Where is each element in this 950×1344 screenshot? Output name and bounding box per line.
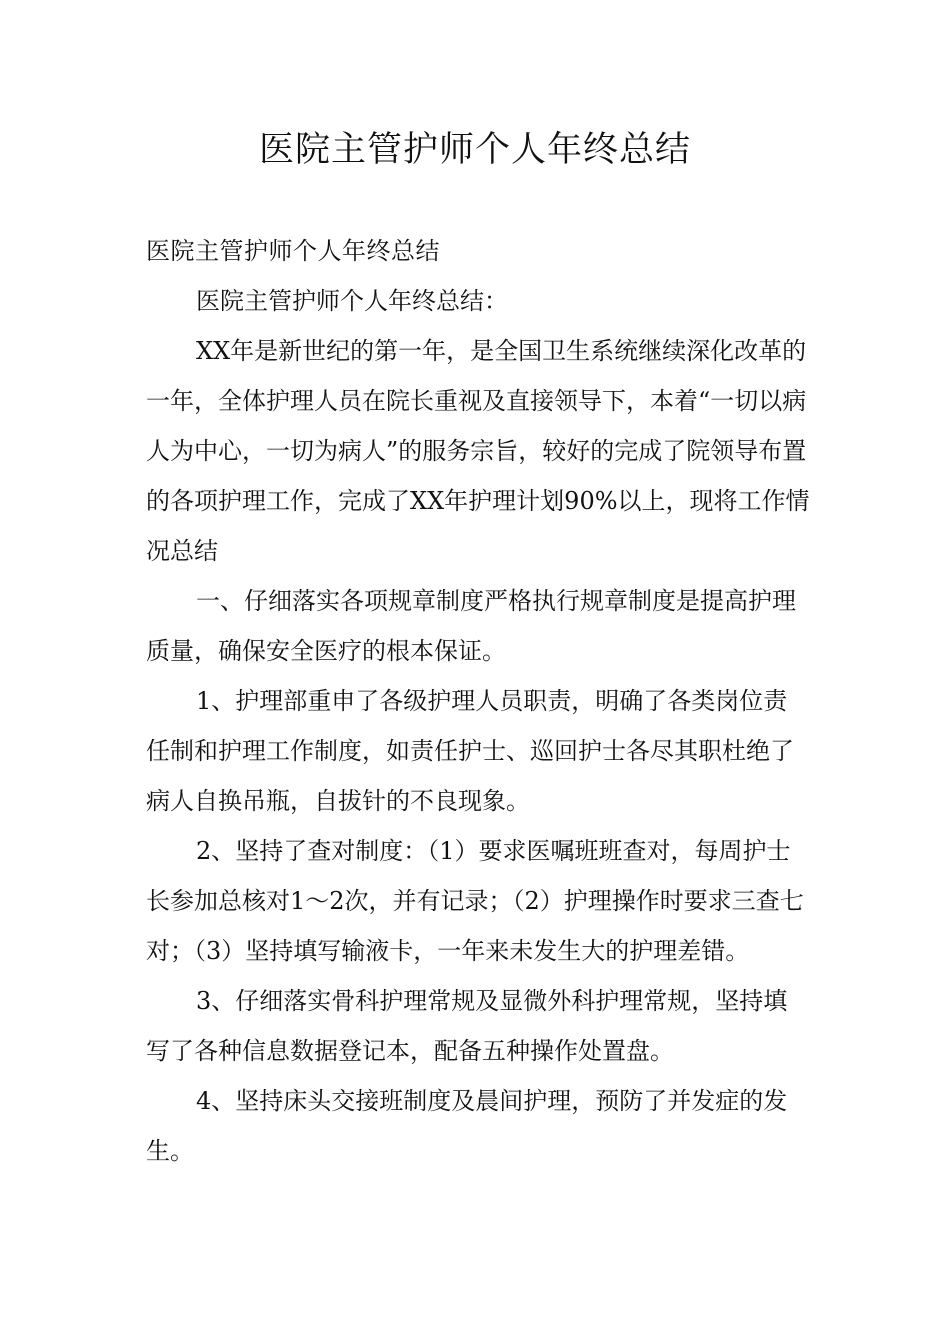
paragraph-subtitle: 医院主管护师个人年终总结 (146, 237, 440, 265)
paragraph-item-3: 3、仔细落实骨科护理常规及显微外科护理常规，坚持填写了各种信息数据登记本，配备五种操作处置盘。 (146, 987, 788, 1065)
paragraph-section-1: 一、仔细落实各项规章制度严格执行规章制度是提高护理质量，确保安全医疗的根本保证。 (146, 587, 796, 665)
paragraph-item-4: 4、坚持床头交接班制度及晨间护理，预防了并发症的发生。 (146, 1087, 788, 1165)
paragraph-item-2: 2、坚持了查对制度：（1）要求医嘱班班查对，每周护士长参加总核对1～2次，并有记录；（2）护理操作时要求三查七对；（3）坚持填写输液卡，一年来未发生大的护理差错。 (146, 837, 804, 965)
paragraph-item-1: 1、护理部重申了各级护理人员职责，明确了各类岗位责任制和护理工作制度，如责任护士、巡回护士各尽其职杜绝了病人自换吊瓶，自拔针的不良现象。 (146, 687, 794, 815)
paragraph-heading: 医院主管护师个人年终总结： (196, 287, 508, 315)
document-title: 医院主管护师个人年终总结 (258, 130, 691, 170)
document-body (146, 226, 810, 1176)
paragraph-intro: XX年是新世纪的第一年，是全国卫生系统继续深化改革的一年，全体护理人员在院长重视及直接领导下，本着“一切以病人为中心，一切为病人”的服务宗旨，较好的完成了院领导布置的各项护理工作，完成了XX年护理计划90%以上，现将工作情况总结 (146, 337, 810, 565)
